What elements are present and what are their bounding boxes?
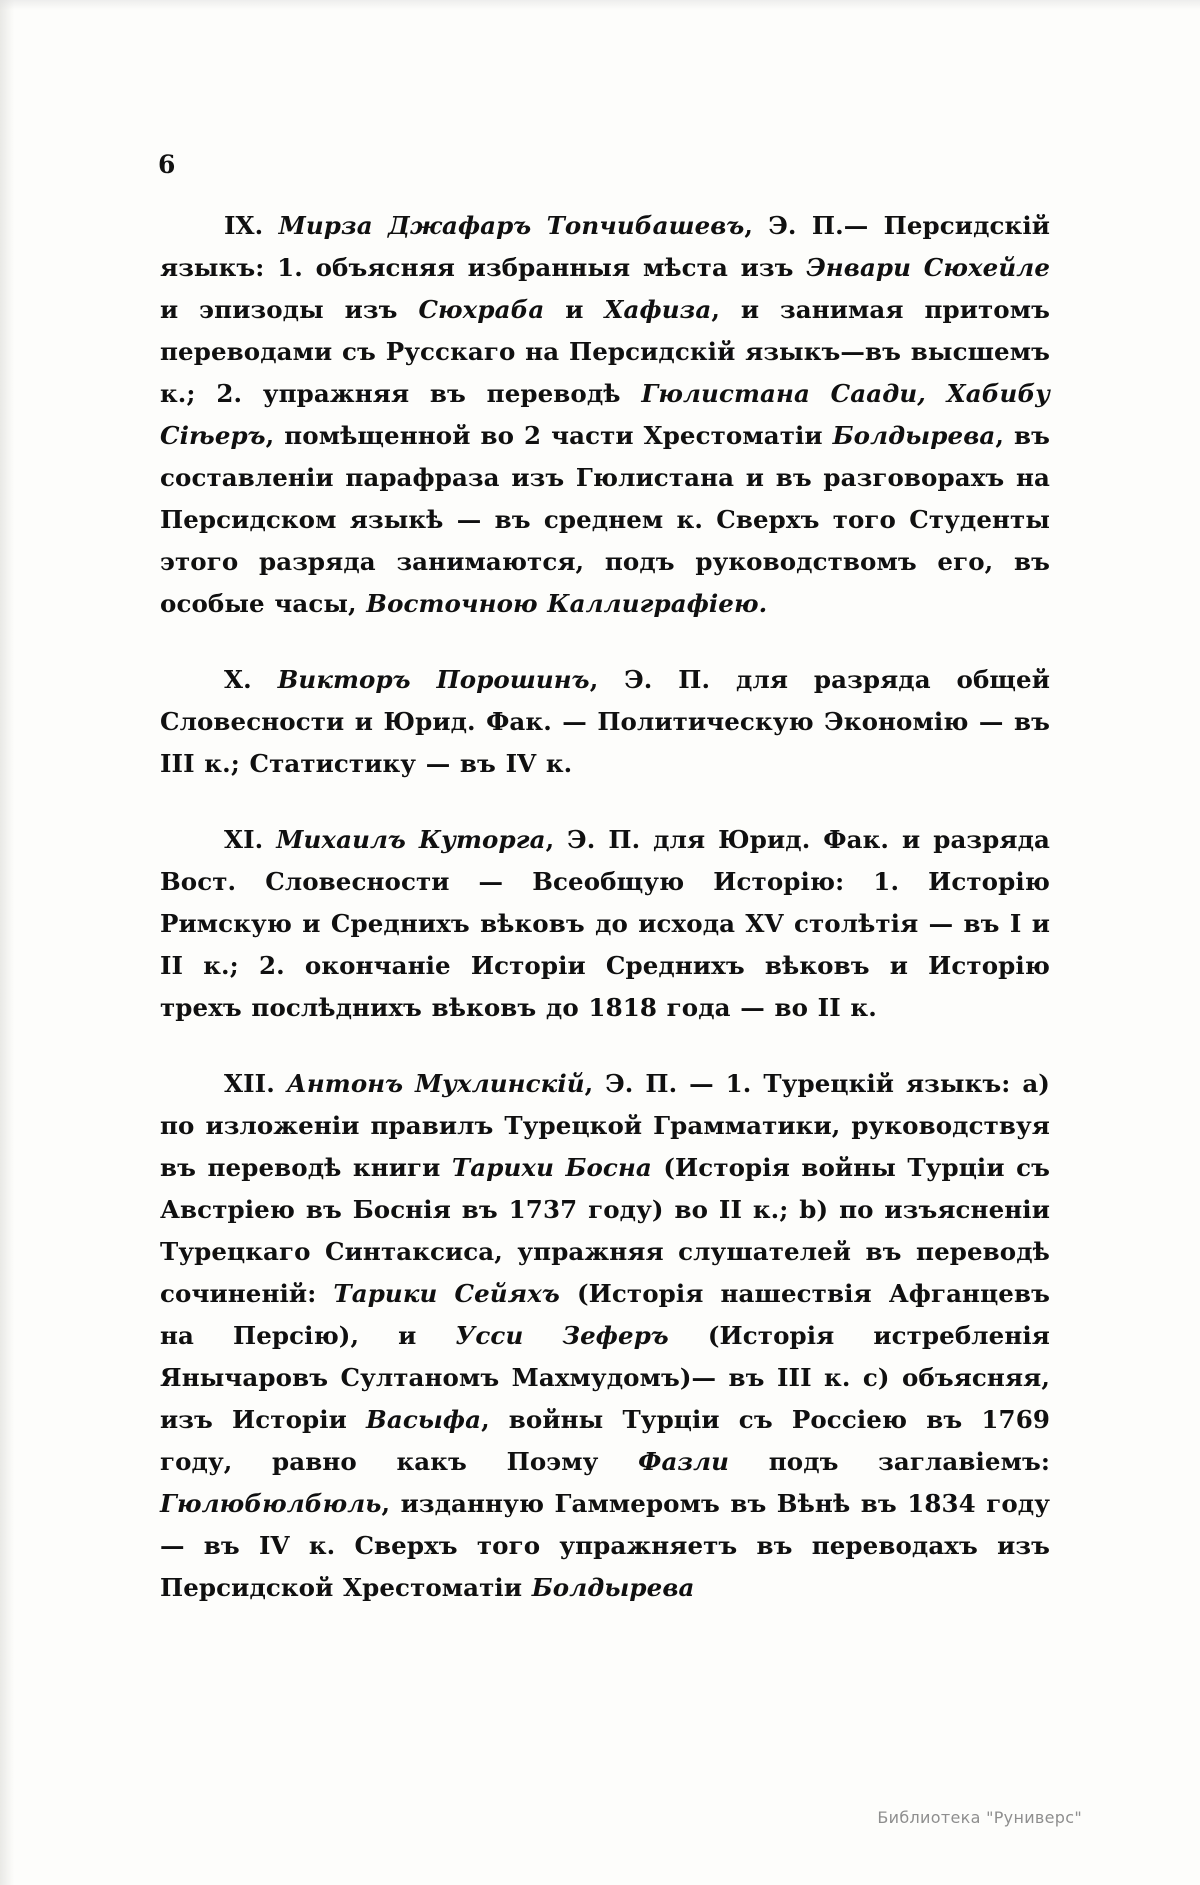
text-run: , помѣщенной во 2 части Хрестоматіи — [265, 421, 833, 450]
text-run: , въ составленіи парафраза изъ Гюлистана и въ разговорахъ на Персидском языкѣ — въ среднем к. Сверхъ того Студенты этого разряда занимаются, подъ руководствомъ его, въ особые часы, — [160, 421, 1050, 618]
text-run: Восточною Каллиграфіею. — [366, 589, 768, 618]
text-run: Болдырева — [531, 1573, 695, 1602]
text-run: подъ заглавіемъ: — [729, 1447, 1050, 1476]
page-number: 6 — [158, 150, 176, 179]
body-text-column — [160, 205, 1050, 1643]
text-run: Сюхраба — [418, 295, 545, 324]
text-run: Гюлистана Саади, Хабибу Сіѣеръ — [160, 379, 1050, 450]
text-run: XII. — [224, 1069, 287, 1098]
page-edge-shadow-left — [0, 0, 14, 1885]
text-run: Васыфа — [366, 1405, 482, 1434]
text-run: , Э. П. для Юрид. Фак. и разряда Вост. Словесности — Всеобщую Исторію: 1. Исторію Римскую и Среднихъ вѣковъ до исхода XV столѣтія — въ I и II к.; 2. окончаніе Исторіи Среднихъ вѣковъ и Исторію трехъ послѣднихъ вѣковъ до 1818 года — во II к. — [160, 825, 1050, 1022]
text-run: IX. — [224, 211, 279, 240]
text-run: , Э. П. — 1. Турецкій языкъ: a) по изложеніи правилъ Турецкой Грамматики, руководствуя въ переводѣ книги — [160, 1069, 1050, 1182]
text-run: , изданную Гаммеромъ въ Вѣнѣ въ 1834 году— въ IV к. Сверхъ того упражняетъ въ переводахъ изъ Персидской Хрестоматіи — [160, 1489, 1050, 1602]
text-run: X. — [224, 665, 278, 694]
paragraph-entry-ix — [160, 205, 1050, 625]
text-run: Гюлюбюлбюль — [160, 1489, 382, 1518]
page-edge-shadow-top — [0, 0, 1200, 10]
text-run: Энвари Сюхейле — [806, 253, 1051, 282]
text-run: , Э. П.— Персидскій языкъ: 1. объясняя избранныя мѣста изъ — [160, 211, 1051, 282]
text-run: (Исторія истребленія Янычаровъ Султаномъ Махмудомъ)— въ III к. с) объясняя, изъ Исторіи — [160, 1321, 1050, 1434]
text-run: (Исторія войны Турціи съ Австріею въ Боснія въ 1737 году) во II к.; b) по изъясненіи Турецкаго Синтаксиса, упражняя слушателей въ переводѣ сочиненій: — [160, 1153, 1050, 1308]
text-run: XI. — [224, 825, 277, 854]
text-run: Хафиза — [604, 295, 712, 324]
text-run: Болдырева — [832, 421, 996, 450]
text-run: , войны Турціи съ Россіею въ 1769 году, равно какъ Поэму — [160, 1405, 1050, 1476]
text-run: (Исторія нашествія Афганцевъ на Персію), и — [160, 1279, 1050, 1350]
text-run: Мирза Джафаръ Топчибашевъ — [278, 211, 745, 240]
text-run: Антонъ Мухлинскій — [286, 1069, 585, 1098]
text-run: и эпизоды изъ — [160, 295, 419, 324]
paragraph-entry-xii — [160, 1063, 1050, 1609]
text-run: и — [544, 295, 605, 324]
text-run: , и занимая притомъ переводами съ Русскаго на Персидскій языкъ—въ высшемъ к.; 2. упражняя въ переводѣ — [160, 295, 1051, 408]
library-credit: Библиотека "Руниверс" — [877, 1808, 1082, 1827]
text-run: Тарихи Босна — [451, 1153, 652, 1182]
text-run: Тарики Сейяхъ — [333, 1279, 560, 1308]
text-run: Михаилъ Куторга — [276, 825, 546, 854]
text-run: Фазли — [638, 1447, 730, 1476]
text-run: Викторъ Порошинъ — [277, 665, 590, 694]
text-run: Усси Зеферъ — [455, 1321, 669, 1350]
text-run: , Э. П. для разряда общей Словесности и Юрид. Фак. — Политическую Экономію — въ III к.; Статистику — въ IV к. — [160, 665, 1051, 778]
paragraph-entry-xi — [160, 819, 1050, 1029]
paragraph-entry-x — [160, 659, 1050, 785]
